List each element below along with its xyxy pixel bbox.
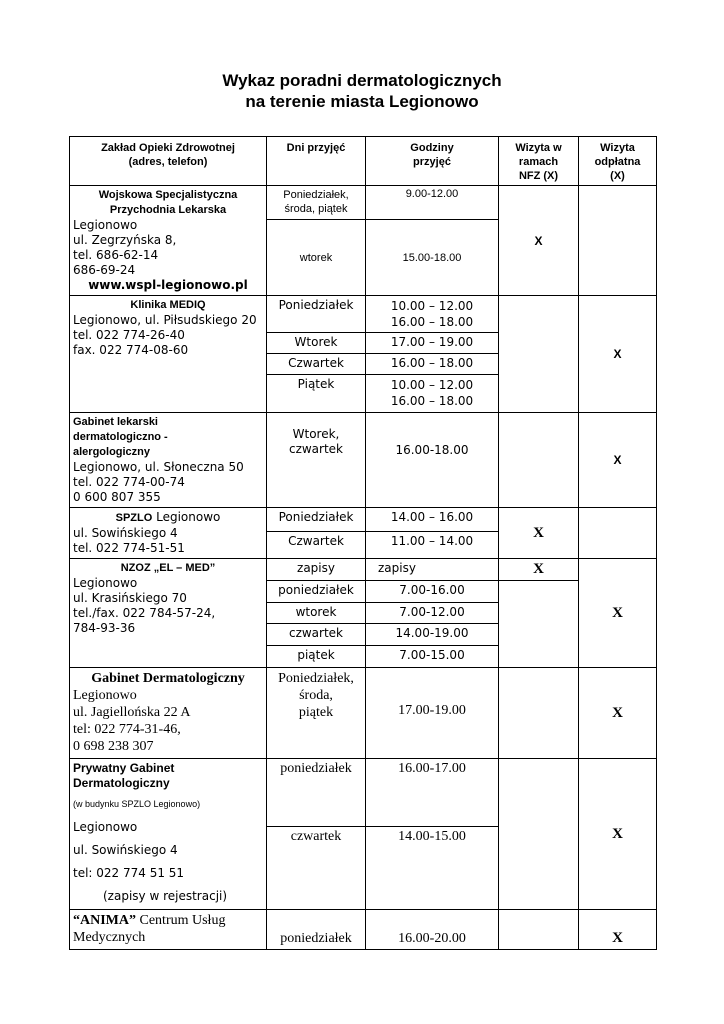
day-cell: wtorek (267, 220, 366, 296)
day-cell: Wtorek, czwartek (267, 413, 366, 508)
paid-mark: X (579, 759, 657, 910)
clinic-cell-gabinet-dermatologiczny: Gabinet Dermatologiczny Legionowo ul. Jagiellońska 22 A tel: 022 774-31-46, 0 698 238 307 (70, 668, 267, 759)
hours-cell: 14.00 – 16.00 (366, 508, 499, 532)
hours-cell: 7.00-16.00 (366, 581, 499, 603)
title-line-1: Wykaz poradni dermatologicznych (222, 71, 502, 90)
hours-cell: 7.00-12.00 (366, 603, 499, 624)
nfz-mark: X (499, 508, 579, 559)
paid-mark: X (579, 296, 657, 413)
paid-mark: X (579, 559, 657, 668)
hours-cell: 10.00 – 12.00 16.00 – 18.00 (366, 296, 499, 333)
nfz-empty (499, 910, 579, 950)
table-row (70, 296, 657, 333)
day-cell: poniedziałek (267, 759, 366, 827)
clinics-table (69, 136, 657, 950)
day-cell: Wtorek (267, 333, 366, 354)
hours-cell: 15.00-18.00 (366, 220, 499, 296)
hours-cell: 16.00-20.00 (366, 910, 499, 950)
clinic-website-link[interactable]: www.wspl-legionowo.pl (88, 278, 248, 292)
day-cell: poniedziałek (267, 581, 366, 603)
header-clinic: Zakład Opieki Zdrowotnej (adres, telefon) (70, 137, 267, 186)
table-row (70, 759, 657, 827)
title-line-2: na terenie miasta Legionowo (245, 92, 479, 111)
nfz-mark: X (499, 559, 579, 581)
nfz-mark (499, 413, 579, 508)
clinic-cell-wspl: Wojskowa Specjalistyczna Przychodnia Lekarska Legionowo ul. Zegrzyńska 8, tel. 686-62-14 686-69-24 www.wspl-legionowo.pl (70, 186, 267, 296)
day-cell: piątek (267, 646, 366, 668)
hours-cell: zapisy (366, 559, 499, 581)
table-row (70, 413, 657, 508)
day-cell: wtorek (267, 603, 366, 624)
day-cell: czwartek (267, 624, 366, 646)
nfz-empty (499, 759, 579, 910)
clinic-cell-mediq: Klinika MEDIQ Legionowo, ul. Piłsudskiego 20 tel. 022 774-26-40 fax. 022 774-08-60 (70, 296, 267, 413)
day-cell: Poniedziałek, środa, piątek (267, 186, 366, 220)
clinic-cell-gabinet-lekarski: Gabinet lekarski dermatologiczno - alergologiczny Legionowo, ul. Słoneczna 50 tel. 022 774-00-74 0 600 807 355 (70, 413, 267, 508)
nfz-empty (499, 581, 579, 668)
header-row (70, 137, 657, 186)
day-cell: Czwartek (267, 354, 366, 375)
page-title (0, 70, 724, 112)
day-cell: Czwartek (267, 531, 366, 558)
table-row (70, 910, 657, 950)
hours-cell: 7.00-15.00 (366, 646, 499, 668)
paid-mark: X (579, 413, 657, 508)
table-row (70, 186, 657, 220)
paid-mark (579, 508, 657, 559)
day-cell: Poniedziałek (267, 508, 366, 532)
hours-cell: 9.00-12.00 (366, 186, 499, 220)
clinic-cell-spzlo: SPZLO Legionowo ul. Sowińskiego 4 tel. 022 774-51-51 (70, 508, 267, 559)
table-row (70, 559, 657, 581)
hours-cell: 17.00 – 19.00 (366, 333, 499, 354)
clinic-cell-el-med: NZOZ „EL – MED” Legionowo ul. Krasińskiego 70 tel./fax. 022 784-57-24, 784-93-36 (70, 559, 267, 668)
table-row (70, 508, 657, 532)
hours-cell: 16.00-17.00 (366, 759, 499, 827)
day-cell: Poniedziałek (267, 296, 366, 333)
paid-mark: X (579, 910, 657, 950)
paid-mark (579, 186, 657, 296)
hours-cell: 10.00 – 12.00 16.00 – 18.00 (366, 375, 499, 413)
clinic-cell-prywatny-gabinet: Prywatny Gabinet Dermatologiczny (w budynku SPZLO Legionowo) Legionowo ul. Sowińskiego 4 tel: 022 774 51 51 (zapisy w rejestracji) (70, 759, 267, 910)
header-paid: Wizyta odpłatna (X) (579, 137, 657, 186)
day-cell: Poniedziałek, środa, piątek (267, 668, 366, 759)
nfz-mark: X (499, 186, 579, 296)
hours-cell: 14.00-19.00 (366, 624, 499, 646)
clinic-cell-anima: “ANIMA” Centrum Usług Medycznych (70, 910, 267, 950)
day-cell: Piątek (267, 375, 366, 413)
hours-cell: 14.00-15.00 (366, 827, 499, 910)
hours-cell: 16.00-18.00 (366, 413, 499, 508)
hours-cell: 17.00-19.00 (366, 668, 499, 759)
header-days: Dni przyjęć (267, 137, 366, 186)
day-cell: czwartek (267, 827, 366, 910)
nfz-mark (499, 668, 579, 759)
header-nfz: Wizyta w ramach NFZ (X) (499, 137, 579, 186)
table-row (70, 668, 657, 759)
nfz-mark (499, 296, 579, 413)
paid-mark: X (579, 668, 657, 759)
hours-cell: 11.00 – 14.00 (366, 531, 499, 558)
hours-cell: 16.00 – 18.00 (366, 354, 499, 375)
day-cell: poniedziałek (267, 910, 366, 950)
day-cell: zapisy (267, 559, 366, 581)
header-hours: Godziny przyjęć (366, 137, 499, 186)
